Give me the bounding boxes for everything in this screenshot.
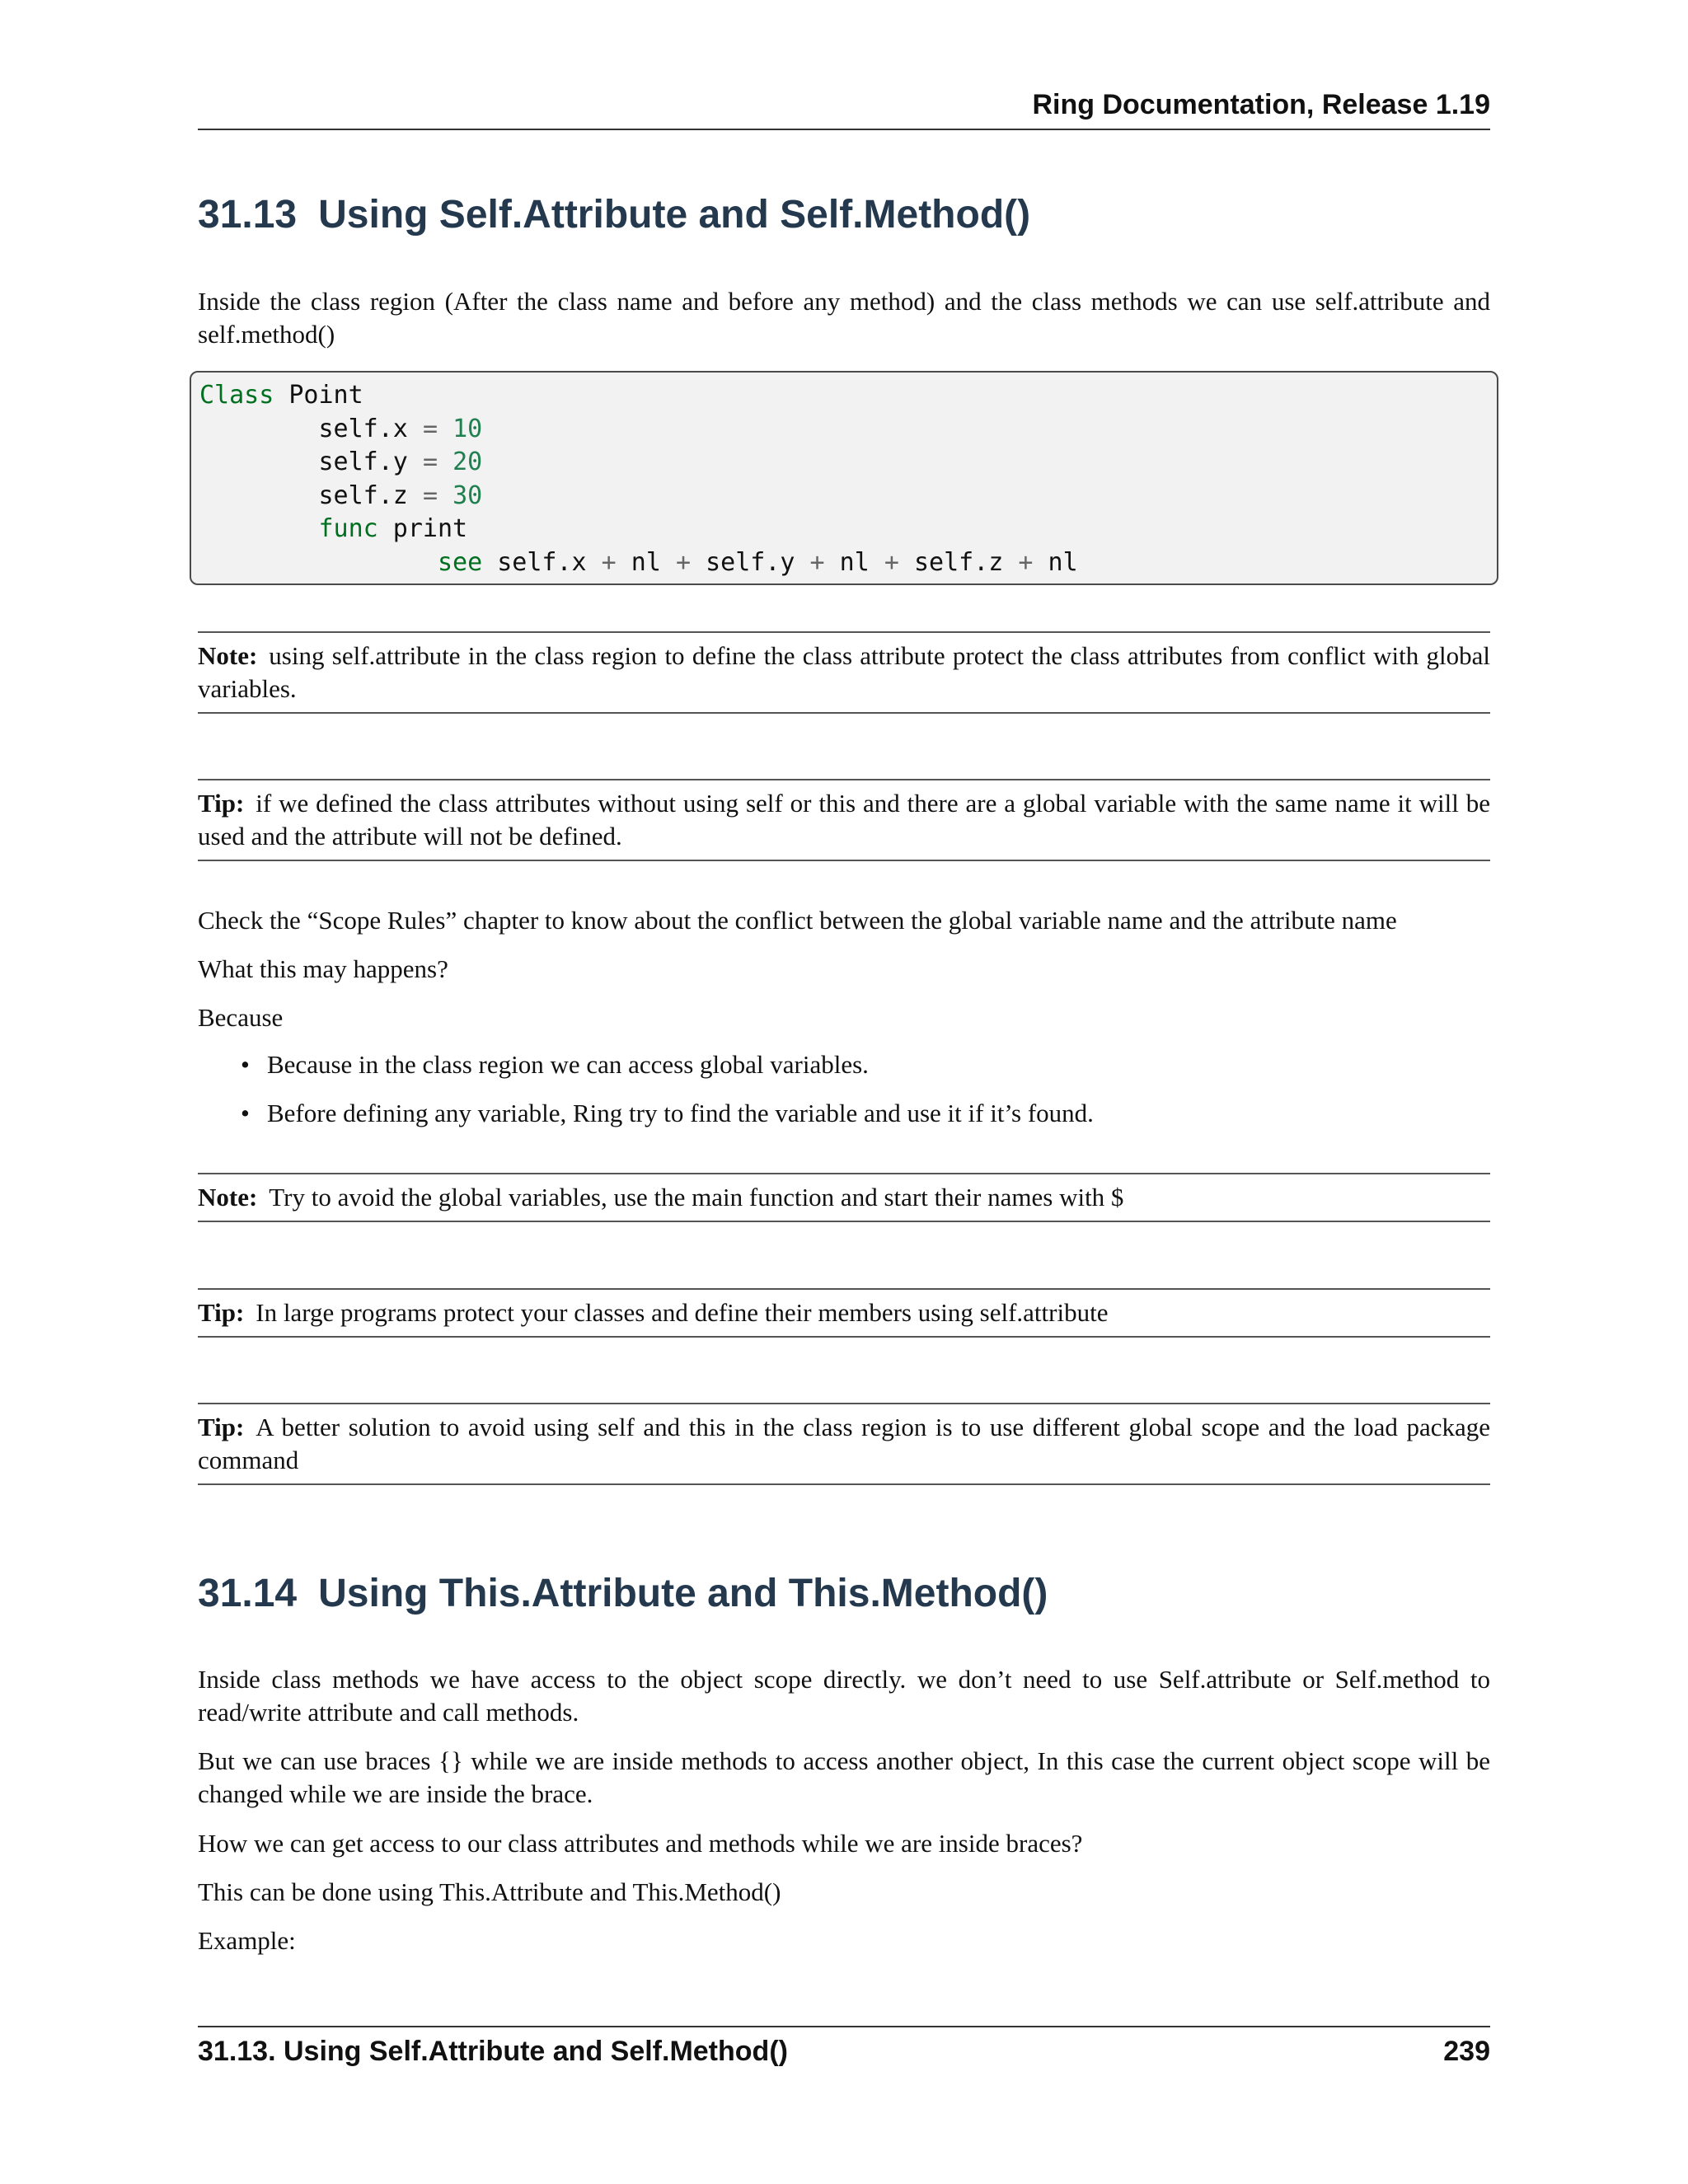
section-title: Using This.Attribute and This.Method() xyxy=(318,1572,1048,1615)
list-item: • Because in the class region we can access global variables. xyxy=(198,1048,1490,1097)
code-line: self.x = 10 xyxy=(199,414,483,443)
code-line: Class Point xyxy=(199,381,363,410)
running-header xyxy=(198,89,1490,130)
tip-label: Tip: xyxy=(198,1298,245,1327)
bullet-icon: • xyxy=(241,1050,250,1079)
code-line: see self.x + nl + self.y + nl + self.z + nl xyxy=(437,547,1078,577)
page-number: 239 xyxy=(1443,2036,1490,2067)
note-box xyxy=(198,631,1490,714)
bullet-list xyxy=(198,1048,1490,1146)
section-heading-31-13 xyxy=(198,191,1030,239)
section-number: 31.14 xyxy=(198,1572,298,1615)
paragraph-because: Because xyxy=(198,1003,284,1032)
list-item: • Before defining any variable, Ring try to find the variable and use it if it’s found. xyxy=(198,1097,1490,1146)
paragraph-braces: But we can use braces {} while we are inside methods to access another object, In this case the current object scope will be changed while we are inside the brace. xyxy=(198,1746,1490,1808)
tip-text: A better solution to avoid using self and this in the class region is to use different global scope and the load package command xyxy=(198,1413,1490,1474)
tip-box xyxy=(198,1288,1490,1338)
note-label: Note: xyxy=(198,1183,258,1212)
paragraph-what-happens: What this may happens? xyxy=(198,954,448,983)
code-block xyxy=(190,371,1498,585)
note-text: Try to avoid the global variables, use the main function and start their names with $ xyxy=(269,1183,1124,1212)
paragraph-scope-rules: Check the “Scope Rules” chapter to know about the conflict between the global variable name and the attribute name xyxy=(198,906,1397,935)
note-label: Note: xyxy=(198,641,258,670)
paragraph-object-scope: Inside class methods we have access to the object scope directly. we don’t need to use Self.attribute or Self.method to read/write attribute and call methods. xyxy=(198,1665,1490,1727)
paragraph-this-attribute: This can be done using This.Attribute and This.Method() xyxy=(198,1877,781,1906)
section-heading-31-14 xyxy=(198,1570,1048,1618)
tip-text: if we defined the class attributes without using self or this and there are a global variable with the same name it will be used and the attribute will not be defined. xyxy=(198,789,1490,851)
tip-text: In large programs protect your classes and define their members using self.attribute xyxy=(256,1298,1109,1327)
tip-box xyxy=(198,1403,1490,1485)
page-footer xyxy=(198,2026,1490,2067)
paragraph-question: How we can get access to our class attributes and methods while we are inside braces? xyxy=(198,1829,1083,1858)
bullet-icon: • xyxy=(241,1099,250,1127)
section-intro-paragraph: Inside the class region (After the class name and before any method) and the class methods we can use self.attribute and self.method() xyxy=(198,287,1490,349)
tip-label: Tip: xyxy=(198,1413,245,1441)
paragraph-example-label: Example: xyxy=(198,1926,296,1955)
section-number: 31.13 xyxy=(198,193,298,237)
running-header-title: Ring Documentation, Release 1.19 xyxy=(1032,89,1490,120)
code-line: self.y = 20 xyxy=(199,448,483,476)
tip-box xyxy=(198,779,1490,861)
section-title: Using Self.Attribute and Self.Method() xyxy=(318,193,1031,237)
footer-section-title: 31.13. Using Self.Attribute and Self.Method() xyxy=(198,2036,788,2067)
code-line: self.z = 30 xyxy=(199,480,483,510)
note-box xyxy=(198,1173,1490,1222)
code-line: func print xyxy=(318,514,468,543)
tip-label: Tip: xyxy=(198,789,245,818)
note-text: using self.attribute in the class region to define the class attribute protect the class attributes from conflict with global variables. xyxy=(198,641,1490,703)
